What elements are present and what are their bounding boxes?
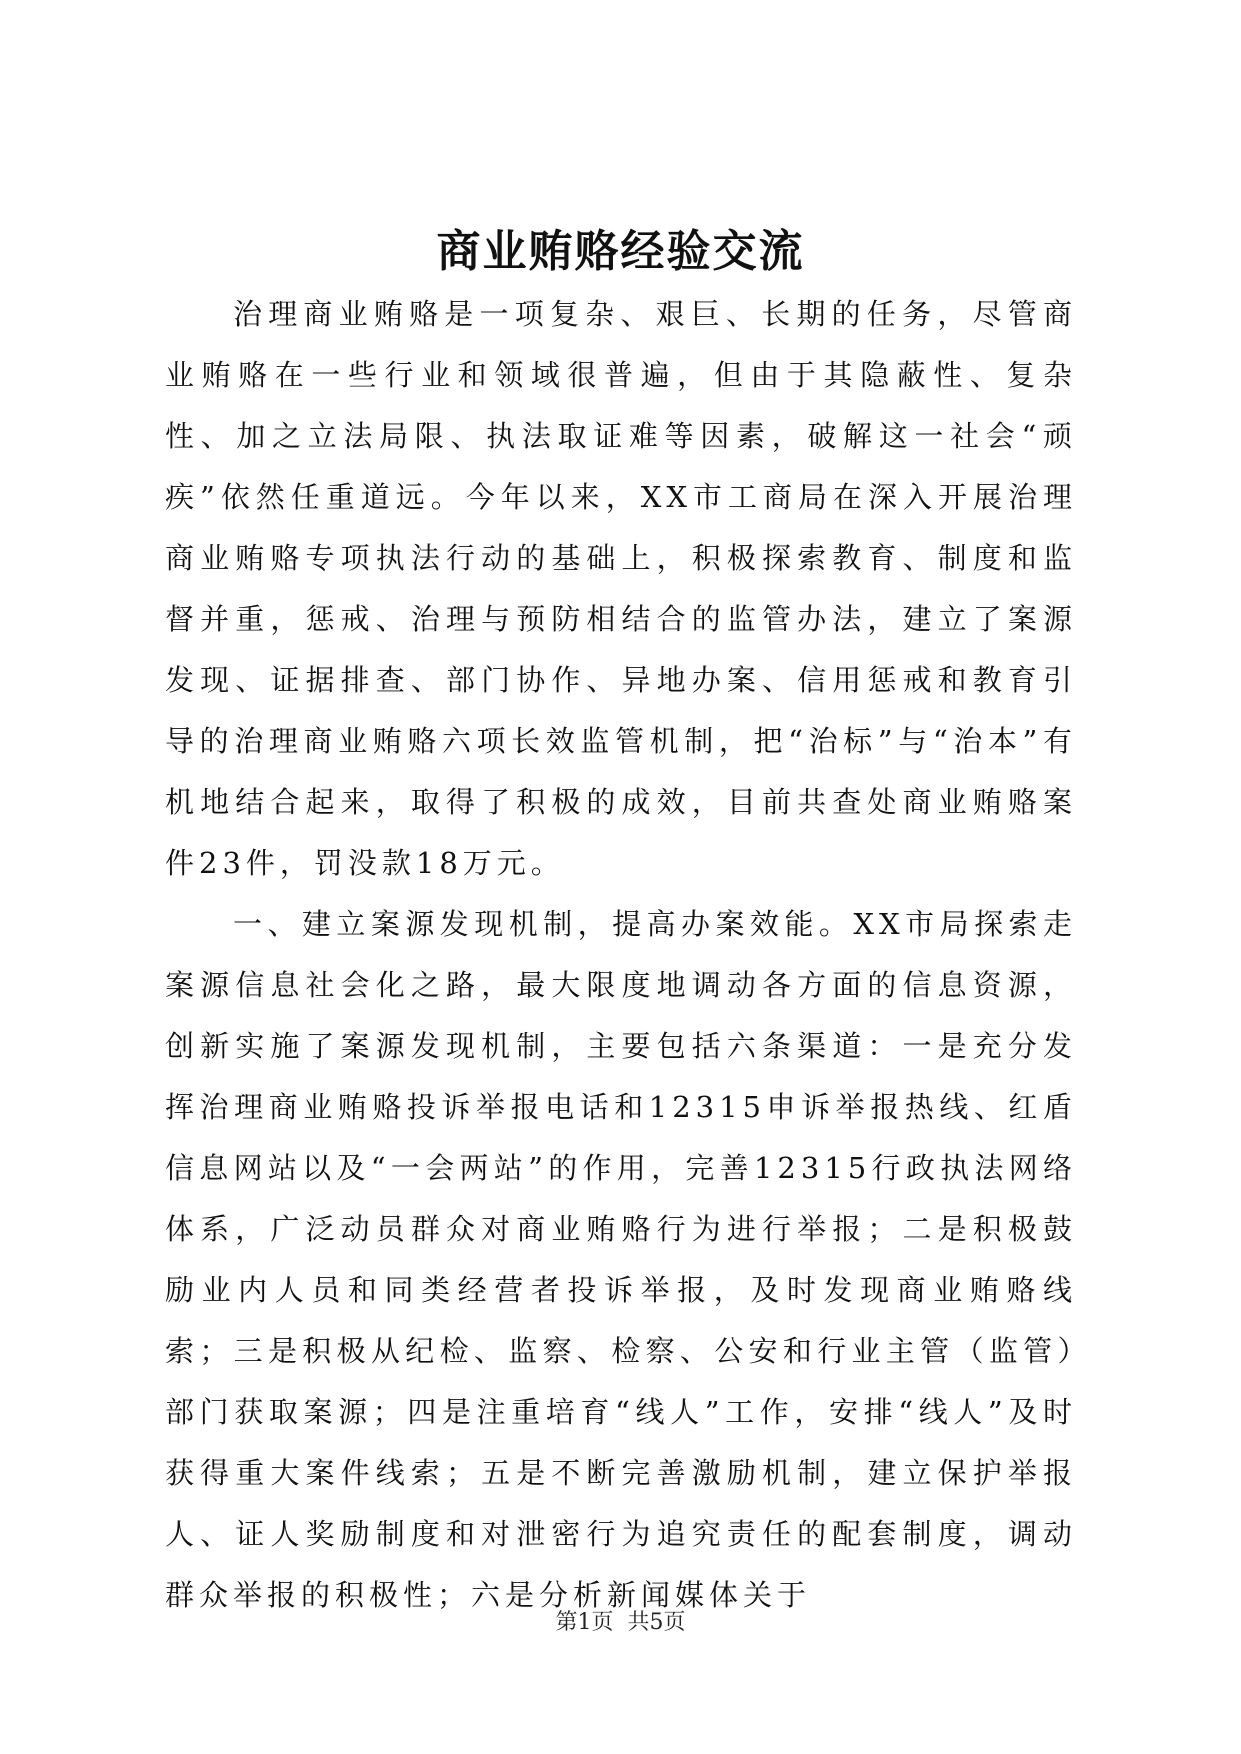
document-body: [165, 284, 1077, 1626]
page-footer: [0, 1608, 1241, 1638]
page-total: 共5页: [627, 1610, 686, 1635]
paragraph-intro: 治理商业贿赂是一项复杂、艰巨、长期的任务，尽管商业贿赂在一些行业和领域很普遍，但由于其隐蔽性、复杂性、加之立法局限、执法取证难等因素，破解这一社会“顽疾”依然任重道远。今年以来，XX市工商局在深入开展治理商业贿赂专项执法行动的基础上，积极探索教育、制度和监督并重，惩戒、治理与预防相结合的监管办法，建立了案源发现、证据排查、部门协作、异地办案、信用惩戒和教育引导的治理商业贿赂六项长效监管机制，把“治标”与“治本”有机地结合起来，取得了积极的成效，目前共查处商业贿赂案件23件，罚没款18万元。: [165, 297, 1077, 880]
document-title: 商业贿赂经验交流: [436, 226, 805, 277]
page-number: 第1页: [555, 1610, 614, 1635]
paragraph-section-1: 一、建立案源发现机制，提高办案效能。XX市局探索走案源信息社会化之路，最大限度地调动各方面的信息资源，创新实施了案源发现机制，主要包括六条渠道：一是充分发挥治理商业贿赂投诉举报电话和12315申诉举报热线、红盾信息网站以及“一会两站”的作用，完善12315行政执法网络体系，广泛动员群众对商业贿赂行为进行举报；二是积极鼓励业内人员和同类经营者投诉举报，及时发现商业贿赂线索；三是积极从纪检、监察、检察、公安和行业主管（监管）部门获取案源；四是注重培育“线人”工作，安排“线人”及时获得重大案件线索；五是不断完善激励机制，建立保护举报人、证人奖励制度和对泄密行为追究责任的配套制度，调动群众举报的积极性；六是分析新闻媒体关于: [165, 907, 1077, 1612]
